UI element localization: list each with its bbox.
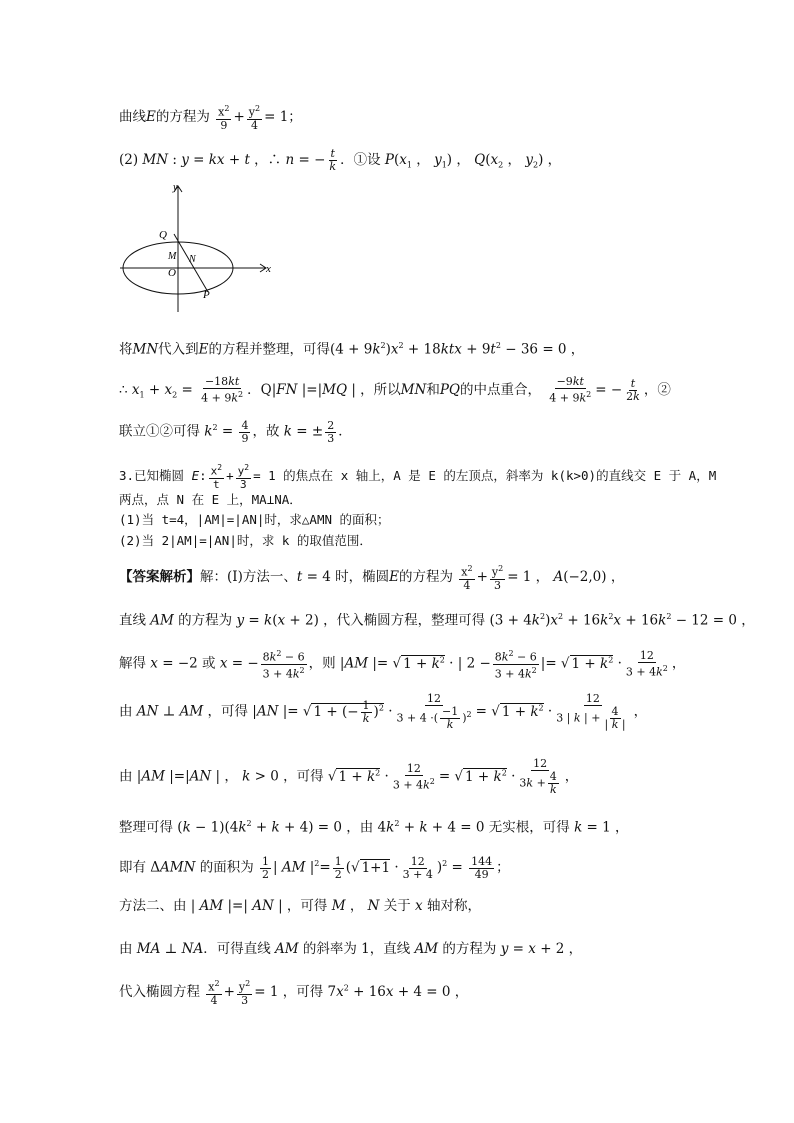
answer-line-4: 由 AN ⊥ AM ，可得 |AN |= √ 1 + (− $\frac{1}{k}$ )$^2$ · 12 3 + 4 ·( $\frac{-1}{k}$ )$^2$ = √ $1 + k^2$ · 12 3 | k | + $\frac{4}{| k |}$ ， [119, 692, 648, 731]
label-y: y [173, 182, 178, 193]
ellipse-figure [118, 178, 278, 318]
question-3-part-1: (1)当 t=4，|AM|=|AN|时，求△AMN 的面积； [119, 512, 390, 527]
text-line-5: 联立①②可得 $k^2$ = $\frac{4}{9}$ ，故 k = ± $\frac{2}{3}$ ． [119, 418, 352, 445]
label-n: N [189, 254, 196, 265]
answer-line-3: 解得 x = −2 或 x = − $\frac{8k^2 - 6}{3 + 4k^2}$ ，则 |AM |= √ $1 + k^2$ · | 2 − $\frac{8k^2 - 6}{3 + 4k^2}$ |= √ $1 + k^2$ · $\frac{12}{3 + 4k^2}$ ， [119, 648, 686, 681]
answer-tag: 【答案解析】 [119, 568, 200, 585]
question-3-line-2: 两点，点 N 在 E 上，MA⊥NA． [119, 492, 302, 507]
answer-line-10: 代入椭圆方程 $\frac{x^2}{4}$ + $\frac{y^2}{3}$ = 1 ，可得 $7x^2 + 16x + 4 = 0$ ， [119, 979, 469, 1007]
label-o: O [168, 267, 176, 279]
label-x: x [266, 263, 271, 275]
answer-line-9: 由 MA ⊥ NA．可得直线 AM 的斜率为 1，直线 AM 的方程为 y = x + 2 ， [119, 941, 583, 957]
answer-line-6: 整理可得 $(k - 1)(4k^2 + k + 4) = 0$ ，由 $4k^2 + k + 4 = 0$ 无实根，可得 k = 1 ， [119, 819, 629, 836]
answer-line-7: 即有 ΔAMN 的面积为 $\frac{1}{2}$ | AM $|^2=$ $\frac{1}{2}$ (√ 1+1 · $\frac{12}{3 + 4}$ )$^2$ = $\frac{144}{49}$ ； [119, 854, 510, 881]
text-line-1: 曲线E的方程为 $\frac{x^2}{9}$ + $\frac{y^2}{4}$ = 1； [119, 104, 302, 132]
question-3-part-2: (2)当 2|AM|=|AN|时，求 k 的取值范围． [119, 533, 372, 548]
answer-line-5: 由 |AM |=|AN | ， k > 0 ，可得 √ $1 + k^2$ · $\frac{12}{3 + 4k^2}$ = √ $1 + k^2$ · 12 3k + $\frac{4}{k}$ ， [119, 757, 579, 796]
answer-line-8: 方法二、由 | AM |=| AN | ，可得 M ， N 关于 x 轴对称， [119, 898, 481, 914]
answer-line-1: 【答案解析】解：(Ⅰ)方法一、t = 4 时，椭圆E的方程为 $\frac{x^2}{4}$ + $\frac{y^2}{3}$ = 1 ， A(−2,0) ， [119, 564, 625, 592]
text-line-3: 将MN代入到E的方程并整理，可得$(4 + 9k^2)x^2 + 18ktx + 9t^2 - 36 = 0$ ， [119, 341, 585, 358]
label-q: Q [159, 229, 167, 241]
text-line-4: ∴ $x_1 + x_2$ = $\frac{-18kt}{4 + 9k^2}$ ．Q|FN |=|MQ | ，所以MN和PQ的中点重合， $\frac{-9kt}{4 + 9k^2}$ = − $\frac{t}{2k}$ ，② [119, 375, 671, 405]
question-3-line-1: 3.已知椭圆 E: $\frac{x^2}{t}$ + $\frac{y^2}{3}$ = 1 的焦点在 x 轴上，A 是 E 的左顶点，斜率为 k(k>0)的直线交 E 于 A，M [119, 463, 717, 491]
label-p: P [203, 289, 210, 301]
label-m: M [168, 251, 177, 262]
text-line-2: (2) MN : y = kx + t ，∴ n = − $\frac{t}{k}$ ．①设 $P(x_1$ ， $y_1$) ， $Q(x_2$ ， $y_2$) ， [119, 147, 562, 173]
answer-line-2: 直线 AM 的方程为 y = k(x + 2) ，代入椭圆方程，整理可得 $(3 + 4k^2)x^2 + 16k^2x + 16k^2 - 12 = 0$ ， [119, 612, 755, 629]
